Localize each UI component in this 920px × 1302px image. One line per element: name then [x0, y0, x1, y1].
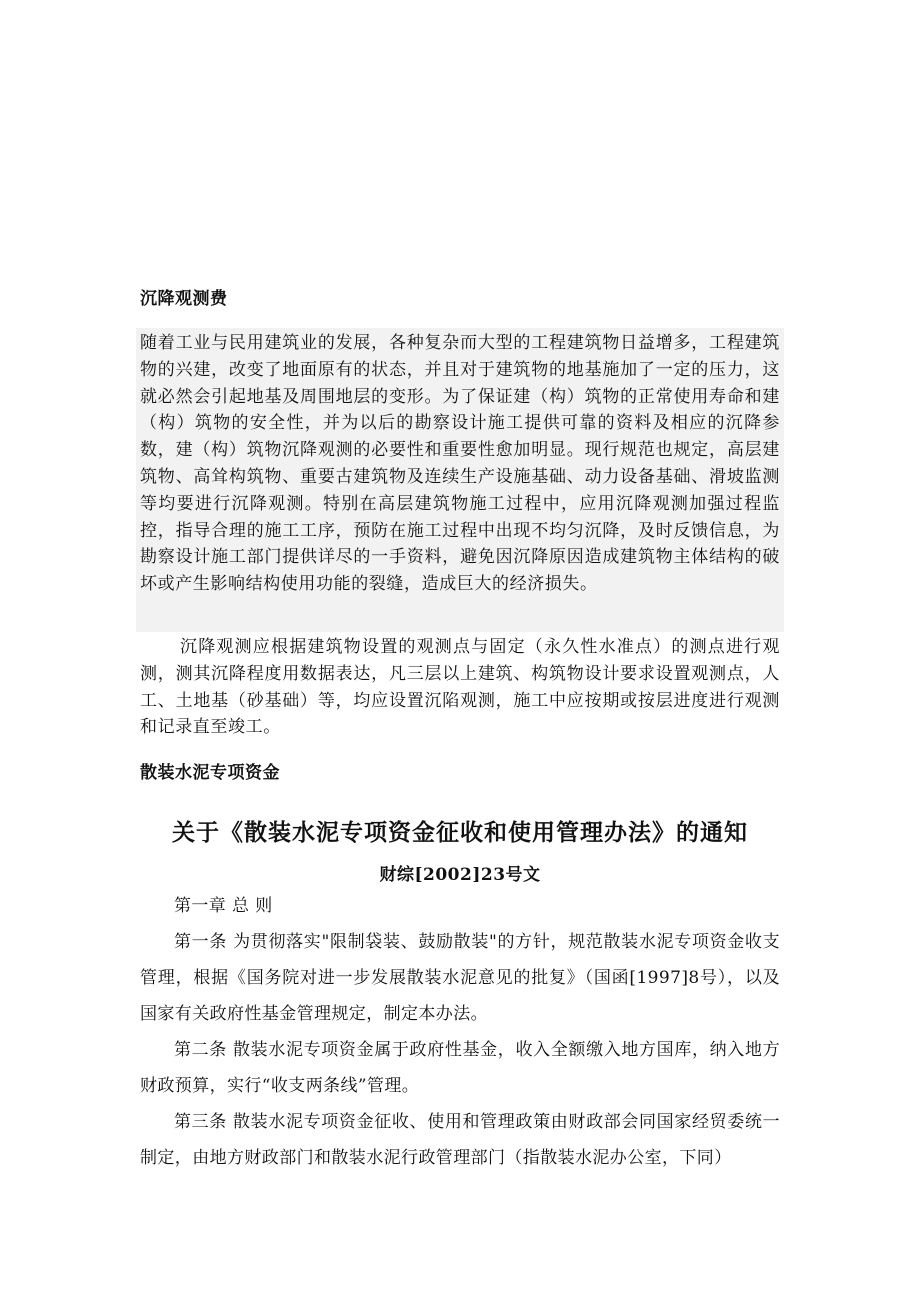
notice-doc-number: 财综[2002]23号文 [379, 865, 541, 885]
section-heading-settlement: 沉降观测费 [140, 289, 228, 309]
settlement-paragraph-1: 随着工业与民用建筑业的发展，各种复杂而大型的工程建筑物日益增多，工程建筑物的兴建，改变了地面原有的状态，并且对于建筑物的地基施加了一定的压力，这就必然会引起地基及周围地层的变形。为了保证建（构）筑物的正常使用寿命和建（构）筑物的安全性，并为以后的勘察设计施工提供可靠的资料及相应的沉降参数，建（构）筑物沉降观测的必要性和重要性愈加明显。现行规范也规定，高层建筑物、高耸构筑物、重要古建筑物及连续生产设施基础、动力设备基础、滑坡监测等均要进行沉降观测。特别在高层建筑物施工过程中，应用沉降观测加强过程监控，指导合理的施工工序，预防在施工过程中出现不均匀沉降，及时反馈信息，为勘察设计施工部门提供详尽的一手资料，避免因沉降原因造成建筑物主体结构的破坏或产生影响结构使用功能的裂缝，造成巨大的经济损失。 [140, 333, 780, 595]
notice-title: 关于《散装水泥专项资金征收和使用管理办法》的通知 [172, 819, 748, 846]
settlement-paragraph-2: 沉降观测应根据建筑物设置的观测点与固定（永久性水准点）的测点进行观测，测其沉降程度用数据表达，凡三层以上建筑、构筑物设计要求设置观测点，人工、土地基（砂基础）等，均应设置沉陷观测，施工中应按期或按层进度进行观测和记录直至竣工。 [140, 637, 780, 738]
article-2: 第二条 散装水泥专项资金属于政府性基金，收入全额缴入地方国库，纳入地方财政预算，实行“收支两条线”管理。 [140, 1040, 780, 1096]
section-heading-cement-fund: 散装水泥专项资金 [140, 763, 280, 783]
chapter-heading: 第一章 总 则 [174, 896, 273, 916]
article-3: 第三条 散装水泥专项资金征收、使用和管理政策由财政部会同国家经贸委统一制定，由地方财政部门和散装水泥行政管理部门（指散装水泥办公室，下同） [140, 1112, 780, 1168]
article-1: 第一条 为贯彻落实"限制袋装、鼓励散装"的方针，规范散装水泥专项资金收支管理，根据《国务院对进一步发展散装水泥意见的批复》（国函[1997]8号），以及国家有关政府性基金管理规定，制定本办法。 [140, 932, 780, 1024]
